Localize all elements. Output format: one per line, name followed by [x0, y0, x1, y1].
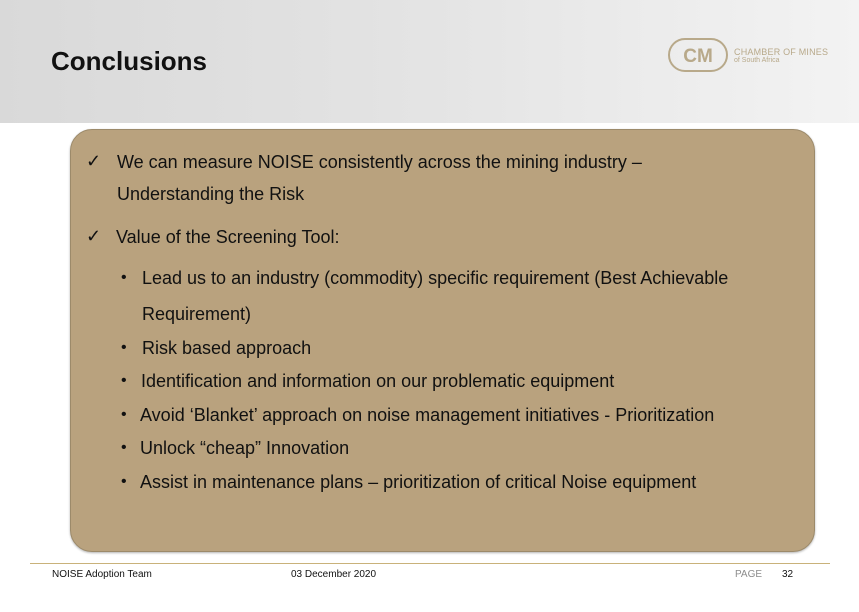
bullet-icon: •	[121, 439, 127, 456]
check-item-text-cont: Understanding the Risk	[117, 184, 305, 204]
bullet-item-text: Assist in maintenance plans – prioritization of critical Noise equipment	[140, 472, 697, 492]
check-icon: ✓	[86, 226, 102, 246]
bullet-item-text: Identification and information on our problematic equipment	[141, 371, 615, 391]
footer-page-number: 32	[782, 569, 794, 580]
bullet-item-text: Unlock “cheap” Innovation	[140, 438, 350, 458]
bullet-icon: •	[121, 406, 127, 423]
page-title: Conclusions	[51, 46, 208, 76]
check-item-text: Value of the Screening Tool:	[116, 227, 340, 247]
bullet-icon: •	[121, 372, 127, 389]
bullet-icon: •	[121, 339, 127, 356]
footer-page-label: PAGE	[735, 569, 763, 580]
bullet-item-text: Avoid ‘Blanket’ approach on noise management initiatives - Prioritization	[140, 405, 715, 425]
bullet-icon: •	[121, 473, 127, 490]
bullet-item-text-cont: Requirement)	[142, 304, 252, 324]
footer-team: NOISE Adoption Team	[52, 569, 152, 580]
bullet-item-text: Lead us to an industry (commodity) specific requirement (Best Achievable	[142, 268, 729, 288]
svg-text:CM: CM	[683, 46, 713, 67]
logo-text-line2: of South Africa	[734, 57, 780, 64]
check-item-text: We can measure NOISE consistently across the mining industry –	[117, 152, 642, 172]
footer-date: 03 December 2020	[291, 569, 377, 580]
chamber-of-mines-logo	[668, 38, 828, 74]
cm-logo-icon	[668, 38, 728, 72]
logo-text-line1: CHAMBER OF MINES	[734, 47, 829, 57]
bullet-item-text: Risk based approach	[142, 338, 312, 358]
bullet-icon: •	[121, 269, 127, 286]
footer-divider	[30, 563, 830, 564]
check-icon: ✓	[86, 151, 102, 171]
